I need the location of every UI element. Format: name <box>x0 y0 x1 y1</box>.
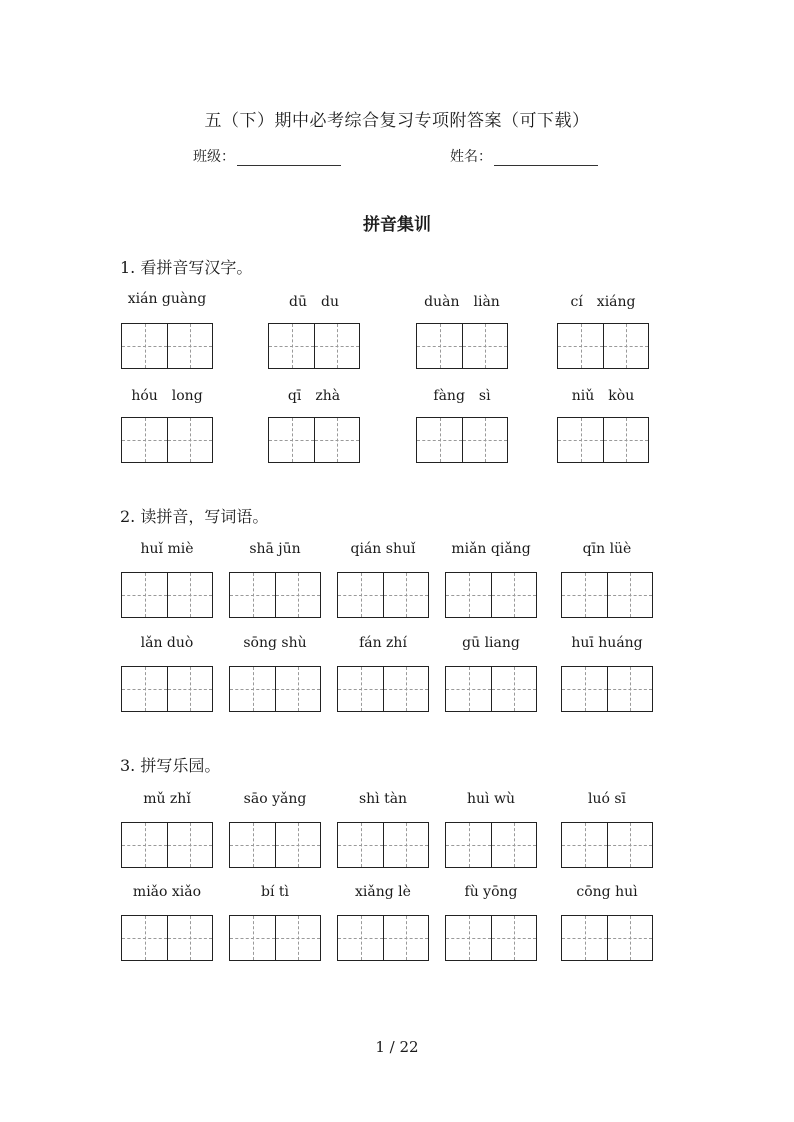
writing-grid[interactable] <box>445 915 537 961</box>
writing-cell[interactable] <box>607 667 652 711</box>
name-label: 姓名： <box>450 149 492 165</box>
writing-grid[interactable] <box>229 572 321 618</box>
page-number: 1 / 22 <box>375 1038 419 1056</box>
writing-grid[interactable] <box>416 323 508 369</box>
writing-cell[interactable] <box>122 573 167 617</box>
writing-cell[interactable] <box>446 916 491 960</box>
class-label: 班级： <box>193 149 235 165</box>
writing-cell[interactable] <box>558 324 603 368</box>
question-2-label: 2. 读拼音，写词语。 <box>120 507 269 526</box>
writing-cell[interactable] <box>314 324 359 368</box>
writing-cell[interactable] <box>269 418 314 462</box>
pinyin-label: qīn lüè <box>582 541 632 557</box>
writing-cell[interactable] <box>275 823 320 867</box>
writing-grid[interactable] <box>561 822 653 868</box>
writing-cell[interactable] <box>562 916 607 960</box>
class-field <box>193 146 341 166</box>
pinyin-label: luó sī <box>587 791 627 807</box>
writing-cell[interactable] <box>603 418 648 462</box>
writing-cell[interactable] <box>275 916 320 960</box>
writing-grid[interactable] <box>121 572 213 618</box>
question-3-label: 3. 拼写乐园。 <box>120 756 221 775</box>
writing-grid[interactable] <box>557 323 649 369</box>
pinyin-label: shā jūn <box>249 541 301 557</box>
writing-cell[interactable] <box>383 573 428 617</box>
writing-cell[interactable] <box>491 667 536 711</box>
writing-grid[interactable] <box>561 572 653 618</box>
pinyin-label: duàn liàn <box>424 294 500 310</box>
writing-cell[interactable] <box>462 418 507 462</box>
writing-cell[interactable] <box>491 823 536 867</box>
writing-grid[interactable] <box>337 572 429 618</box>
writing-cell[interactable] <box>338 573 383 617</box>
pinyin-label: fàng sì <box>433 388 491 404</box>
writing-cell[interactable] <box>446 823 491 867</box>
pinyin-label: bí tì <box>261 884 289 900</box>
pinyin-label: huì wù <box>467 791 515 807</box>
pinyin-label: cí xiáng <box>570 294 636 310</box>
writing-cell[interactable] <box>314 418 359 462</box>
name-blank-line[interactable] <box>494 151 598 166</box>
writing-cell[interactable] <box>230 823 275 867</box>
writing-cell[interactable] <box>383 823 428 867</box>
writing-cell[interactable] <box>275 573 320 617</box>
pinyin-label: hóu long <box>131 388 203 404</box>
pinyin-label: huī huáng <box>571 635 643 651</box>
writing-grid[interactable] <box>337 915 429 961</box>
writing-cell[interactable] <box>491 916 536 960</box>
document-title: 五（下）期中必考综合复习专项附答案（可下载） <box>204 111 590 131</box>
pinyin-label: shì tàn <box>358 791 408 807</box>
name-field <box>450 146 598 166</box>
class-blank-line[interactable] <box>237 151 341 166</box>
writing-cell[interactable] <box>417 324 462 368</box>
writing-grid[interactable] <box>268 417 360 463</box>
writing-grid[interactable] <box>121 323 213 369</box>
writing-cell[interactable] <box>562 573 607 617</box>
writing-grid[interactable] <box>337 666 429 712</box>
writing-grid[interactable] <box>229 915 321 961</box>
writing-grid[interactable] <box>445 822 537 868</box>
pinyin-label: qián shuǐ <box>350 541 416 557</box>
writing-cell[interactable] <box>338 823 383 867</box>
writing-cell[interactable] <box>275 667 320 711</box>
writing-grid[interactable] <box>121 417 213 463</box>
writing-cell[interactable] <box>607 573 652 617</box>
writing-grid[interactable] <box>416 417 508 463</box>
pinyin-label: huǐ miè <box>140 541 194 557</box>
pinyin-label: niǔ kòu <box>571 388 635 404</box>
writing-cell[interactable] <box>122 916 167 960</box>
pinyin-label: gū liang <box>462 635 520 651</box>
writing-cell[interactable] <box>562 823 607 867</box>
writing-cell[interactable] <box>167 916 212 960</box>
writing-cell[interactable] <box>122 324 167 368</box>
pinyin-label: xián guàng <box>127 291 207 307</box>
writing-cell[interactable] <box>230 667 275 711</box>
question-1-label: 1. 看拼音写汉字。 <box>120 258 253 277</box>
writing-cell[interactable] <box>446 573 491 617</box>
writing-cell[interactable] <box>167 573 212 617</box>
writing-cell[interactable] <box>338 916 383 960</box>
writing-cell[interactable] <box>603 324 648 368</box>
pinyin-label: miǎn qiǎng <box>451 541 531 557</box>
writing-cell[interactable] <box>607 916 652 960</box>
writing-cell[interactable] <box>230 573 275 617</box>
pinyin-label: fán zhí <box>359 635 407 651</box>
pinyin-label: mǔ zhǐ <box>143 791 191 807</box>
writing-grid[interactable] <box>557 417 649 463</box>
writing-cell[interactable] <box>167 418 212 462</box>
writing-cell[interactable] <box>562 667 607 711</box>
pinyin-label: fù yōng <box>464 884 518 900</box>
writing-cell[interactable] <box>122 418 167 462</box>
writing-grid[interactable] <box>561 915 653 961</box>
writing-cell[interactable] <box>122 667 167 711</box>
writing-cell[interactable] <box>167 324 212 368</box>
writing-cell[interactable] <box>491 573 536 617</box>
writing-cell[interactable] <box>230 916 275 960</box>
writing-cell[interactable] <box>122 823 167 867</box>
pinyin-label: lǎn duò <box>140 635 194 651</box>
writing-cell[interactable] <box>338 667 383 711</box>
section-title: 拼音集训 <box>363 215 431 235</box>
pinyin-label: cōng huì <box>576 884 638 900</box>
writing-grid[interactable] <box>337 822 429 868</box>
writing-cell[interactable] <box>383 916 428 960</box>
writing-cell[interactable] <box>269 324 314 368</box>
writing-grid[interactable] <box>445 572 537 618</box>
pinyin-label: miǎo xiǎo <box>132 884 202 900</box>
writing-grid[interactable] <box>229 666 321 712</box>
pinyin-label: dū du <box>289 294 339 310</box>
writing-cell[interactable] <box>558 418 603 462</box>
writing-grid[interactable] <box>121 822 213 868</box>
writing-cell[interactable] <box>417 418 462 462</box>
writing-cell[interactable] <box>383 667 428 711</box>
writing-grid[interactable] <box>445 666 537 712</box>
writing-grid[interactable] <box>121 915 213 961</box>
writing-cell[interactable] <box>607 823 652 867</box>
pinyin-label: sōng shù <box>243 635 307 651</box>
writing-grid[interactable] <box>561 666 653 712</box>
writing-cell[interactable] <box>167 667 212 711</box>
pinyin-label: sāo yǎng <box>243 791 307 807</box>
pinyin-label: qī zhà <box>287 388 341 404</box>
writing-grid[interactable] <box>121 666 213 712</box>
writing-cell[interactable] <box>446 667 491 711</box>
writing-cell[interactable] <box>462 324 507 368</box>
writing-grid[interactable] <box>268 323 360 369</box>
writing-cell[interactable] <box>167 823 212 867</box>
writing-grid[interactable] <box>229 822 321 868</box>
pinyin-label: xiǎng lè <box>355 884 411 900</box>
